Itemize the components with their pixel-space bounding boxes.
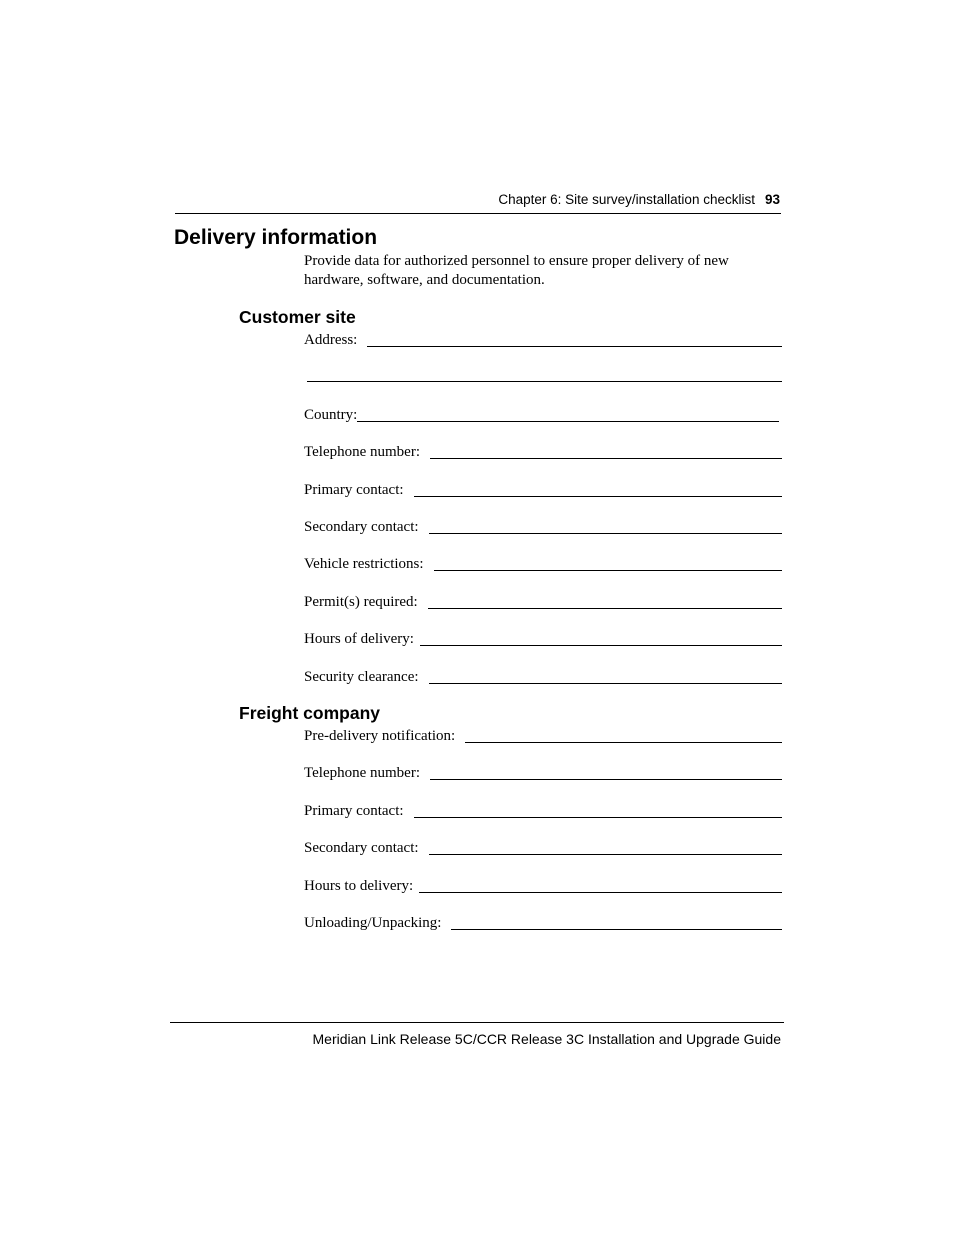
field-label: Security clearance: (304, 669, 419, 685)
fill-in-line[interactable] (414, 496, 782, 497)
primary-contact-field[interactable] (304, 479, 782, 499)
running-head (498, 192, 780, 207)
hours-of-delivery-field[interactable] (304, 628, 782, 648)
fill-in-line[interactable] (420, 645, 782, 646)
field-label: Vehicle restrictions: (304, 556, 424, 572)
intro-paragraph: Provide data for authorized personnel to ensure proper delivery of new hardware, software, and documentation. (304, 253, 729, 288)
vehicle-restrictions-field[interactable] (304, 553, 782, 573)
freight-company-heading: Freight company (239, 703, 380, 723)
field-label: Hours of delivery: (304, 631, 414, 647)
address-continuation-line[interactable] (307, 381, 782, 382)
field-label: Pre-delivery notification: (304, 728, 456, 744)
field-label: Secondary contact: (304, 840, 419, 856)
footer-title: Meridian Link Release 5C/CCR Release 3C Installation and Upgrade Guide (312, 1031, 781, 1047)
fill-in-line[interactable] (465, 742, 782, 743)
address-field[interactable] (304, 329, 782, 349)
fill-in-line[interactable] (428, 608, 782, 609)
fill-in-line[interactable] (430, 779, 782, 780)
fill-in-line[interactable] (429, 683, 782, 684)
field-label: Permit(s) required: (304, 594, 418, 610)
field-label: Telephone number: (304, 444, 420, 460)
freight-secondary-contact-field[interactable] (304, 837, 782, 857)
unloading-unpacking-field[interactable] (304, 912, 782, 932)
freight-telephone-field[interactable] (304, 762, 782, 782)
fill-in-line[interactable] (430, 458, 782, 459)
fill-in-line[interactable] (414, 817, 782, 818)
security-clearance-field[interactable] (304, 666, 782, 686)
chapter-title: Chapter 6: Site survey/installation checklist (498, 192, 755, 207)
country-field[interactable] (304, 404, 782, 424)
section-title: Delivery information (174, 226, 378, 249)
header-rule (175, 213, 781, 214)
field-label: Primary contact: (304, 482, 404, 498)
permits-required-field[interactable] (304, 591, 782, 611)
footer-rule (170, 1022, 784, 1023)
field-label: Telephone number: (304, 765, 420, 781)
field-label: Address: (304, 332, 358, 348)
page-number: 93 (764, 192, 780, 207)
field-label: Unloading/Unpacking: (304, 915, 442, 931)
fill-in-line[interactable] (357, 421, 779, 422)
customer-site-heading: Customer site (239, 307, 356, 327)
fill-in-line[interactable] (434, 570, 782, 571)
secondary-contact-field[interactable] (304, 516, 782, 536)
freight-primary-contact-field[interactable] (304, 800, 782, 820)
telephone-field[interactable] (304, 441, 782, 461)
fill-in-line[interactable] (429, 854, 782, 855)
fill-in-line[interactable] (451, 929, 782, 930)
field-label: Hours to delivery: (304, 878, 414, 894)
fill-in-line[interactable] (429, 533, 782, 534)
field-label: Secondary contact: (304, 519, 419, 535)
pre-delivery-notification-field[interactable] (304, 725, 782, 745)
fill-in-line[interactable] (419, 892, 782, 893)
field-label: Country: (304, 407, 358, 423)
fill-in-line[interactable] (367, 346, 782, 347)
hours-to-delivery-field[interactable] (304, 875, 782, 895)
field-label: Primary contact: (304, 803, 404, 819)
